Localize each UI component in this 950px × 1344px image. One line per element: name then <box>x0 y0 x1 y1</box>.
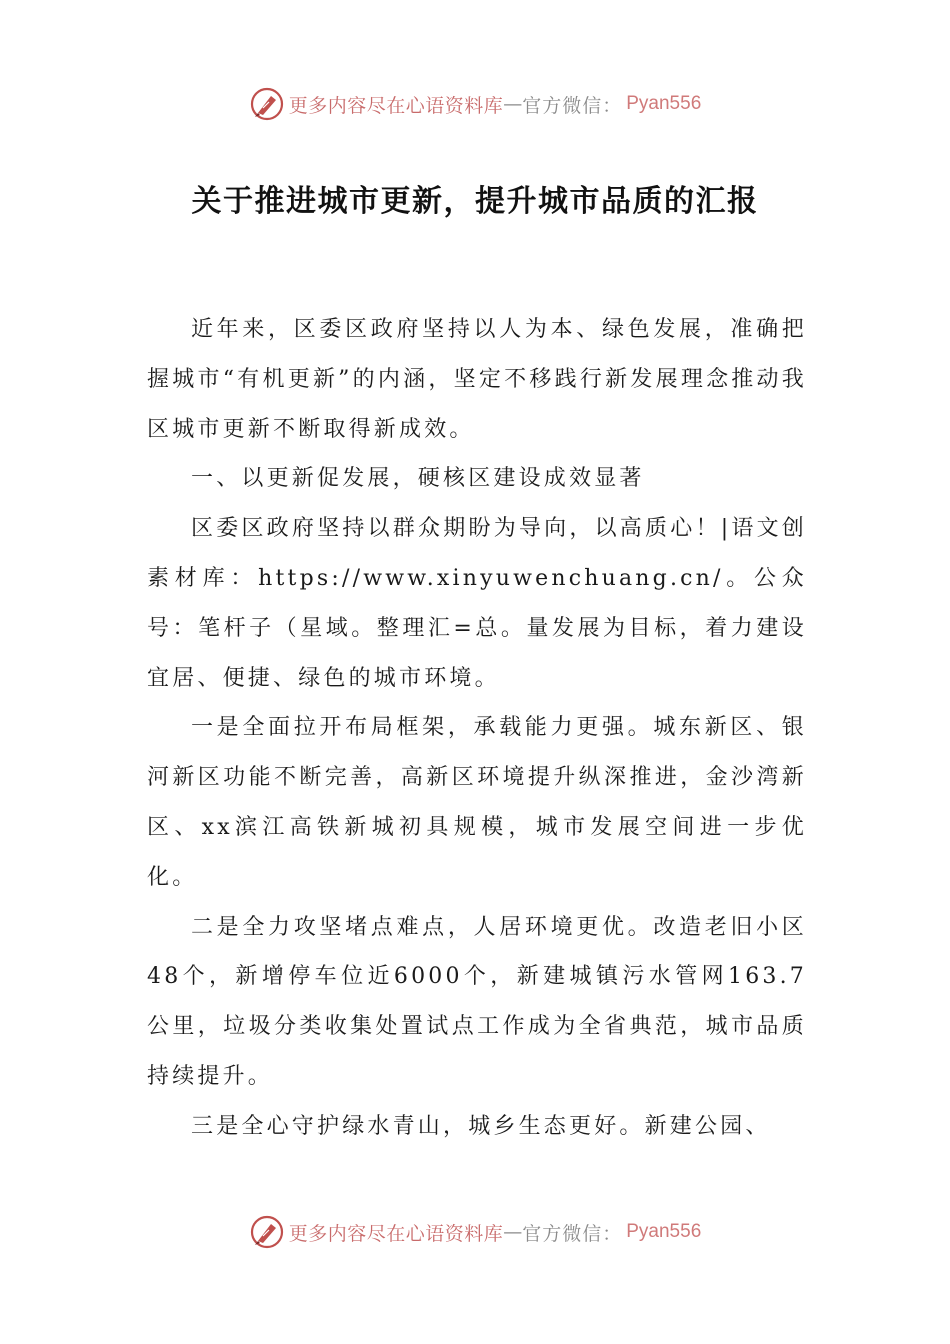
banner-site-text: 更多内容尽在心语资料库 <box>288 94 504 117</box>
paragraph-point-1: 一是全面拉开布局框架，承载能力更强。城东新区、银河新区功能不断完善，高新区环境提升纵深推进，金沙湾新区、xx滨江高铁新城初具规模，城市发展空间进一步优化。 <box>147 715 807 890</box>
banner-wechat-label: 官方微信： <box>522 94 623 117</box>
footer-banner <box>0 1212 950 1252</box>
banner-wechat-id: Pyan556 <box>626 1221 702 1242</box>
header-banner <box>0 84 950 124</box>
banner-wechat-label: 官方微信： <box>522 1222 623 1245</box>
document-title: 关于推进城市更新，提升城市品质的汇报 <box>191 184 759 219</box>
banner-separator: — <box>503 93 523 115</box>
banner-site-text: 更多内容尽在心语资料库 <box>288 1222 504 1245</box>
paragraph-point-3: 三是全心守护绿水青山，城乡生态更好。新建公园、 <box>191 1113 771 1139</box>
section-heading-1: 一、以更新促发展，硬核区建设成效显著 <box>191 466 645 492</box>
paragraph-intro: 近年来，区委区政府坚持以人为本、绿色发展，准确把握城市“有机更新”的内涵，坚定不移践行新发展理念推动我区城市更新不断取得新成效。 <box>147 317 807 442</box>
pen-nib-logo-icon <box>249 1214 285 1250</box>
paragraph-section-1: 区委区政府坚持以群众期盼为导向，以高质心！|语文创素材库：https://www.xinyuwenchuang.cn/。公众号：笔杆子（星域。整理汇=总。量发展为目标，着力建设宜居、便捷、绿色的城市环境。 <box>147 516 807 691</box>
banner-wechat-id: Pyan556 <box>626 93 702 114</box>
pen-nib-logo-icon <box>249 86 285 122</box>
paragraph-point-2: 二是全力攻坚堵点难点，人居环境更优。改造老旧小区48个，新增停车位近6000个，新建城镇污水管网163.7公里，垃圾分类收集处置试点工作成为全省典范，城市品质持续提升。 <box>147 914 807 1089</box>
banner-separator: — <box>503 1221 523 1243</box>
document-body <box>147 305 807 1152</box>
